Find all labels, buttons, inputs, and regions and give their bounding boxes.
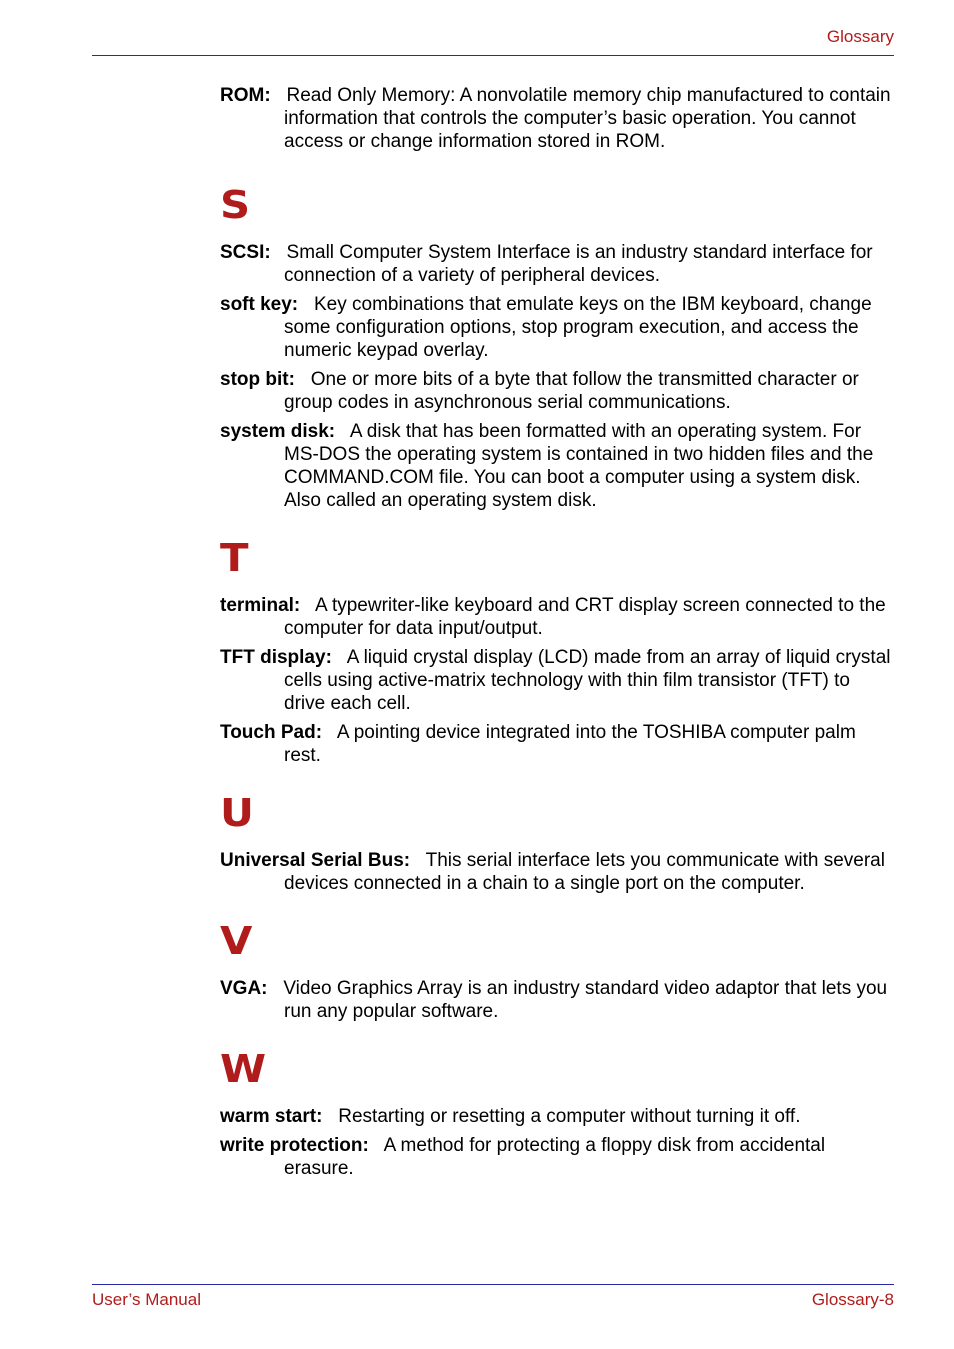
glossary-content — [220, 84, 896, 1186]
entry-term: soft key: — [220, 294, 309, 315]
entry-definition: Restarting or resetting a computer without turning it off. — [338, 1106, 801, 1127]
entry-definition: Small Computer System Interface is an industry standard interface for connection of a variety of peripheral devices. — [284, 242, 873, 286]
glossary-entry-scsi — [220, 241, 896, 287]
entry-term: warm start: — [220, 1106, 333, 1127]
entry-term: TFT display: — [220, 647, 343, 668]
entry-term: stop bit: — [220, 369, 306, 390]
glossary-entry-system-disk — [220, 420, 896, 512]
entry-term: Universal Serial Bus: — [220, 850, 421, 871]
entry-definition: One or more bits of a byte that follow the transmitted character or group codes in asynchronous serial communications. — [284, 369, 859, 413]
entry-definition: Video Graphics Array is an industry standard video adaptor that lets you run any popular software. — [283, 978, 888, 1022]
glossary-entry-touch-pad — [220, 721, 896, 767]
glossary-entry-soft-key — [220, 293, 896, 362]
entry-term: terminal: — [220, 595, 311, 616]
glossary-entry-terminal — [220, 594, 896, 640]
section-letter-u: U — [220, 791, 254, 835]
section-letter-s: S — [220, 183, 251, 227]
entry-definition: A method for protecting a floppy disk from accidental erasure. — [284, 1135, 826, 1179]
footer-rule — [92, 1284, 894, 1285]
glossary-entry-usb — [220, 849, 896, 895]
glossary-entry-tft-display — [220, 646, 896, 715]
footer-manual-title: User’s Manual — [92, 1290, 201, 1309]
glossary-entry-warm-start — [220, 1105, 896, 1128]
entry-term: VGA: — [220, 978, 279, 999]
glossary-entry-stop-bit — [220, 368, 896, 414]
glossary-entry-rom — [220, 84, 896, 153]
entry-term: write protection: — [220, 1135, 380, 1156]
entry-term: Touch Pad: — [220, 722, 333, 743]
entry-definition: Key combinations that emulate keys on the IBM keyboard, change some configuration options, stop program execution, and access the numeric keypad overlay. — [284, 294, 872, 361]
entry-term: system disk: — [220, 421, 346, 442]
entry-term: SCSI: — [220, 242, 282, 263]
header-rule — [92, 55, 894, 56]
entry-definition: A liquid crystal display (LCD) made from an array of liquid crystal cells using active-matrix technology with thin film transistor (TFT) to drive each cell. — [284, 647, 891, 714]
section-letter-t: T — [220, 536, 249, 580]
entry-definition: A pointing device integrated into the TOSHIBA computer palm rest. — [284, 722, 856, 766]
entry-definition: This serial interface lets you communicate with several devices connected in a chain to a single port on the computer. — [284, 850, 885, 894]
section-letter-v: V — [220, 919, 253, 963]
glossary-entry-vga — [220, 977, 896, 1023]
page-header-title: Glossary — [826, 27, 894, 46]
glossary-entry-write-protection — [220, 1134, 896, 1180]
footer-page-number: Glossary-8 — [811, 1290, 894, 1309]
entry-definition: A typewriter-like keyboard and CRT display screen connected to the computer for data input/output. — [284, 595, 886, 639]
entry-term: ROM: — [220, 85, 282, 106]
section-letter-w: W — [220, 1047, 267, 1091]
entry-definition: Read Only Memory: A nonvolatile memory chip manufactured to contain information that controls the computer’s basic operation. You cannot access or change information stored in ROM. — [284, 85, 891, 152]
entry-definition: A disk that has been formatted with an operating system. For MS-DOS the operating system is contained in two hidden files and the COMMAND.COM file. You can boot a computer using a system disk. Also called an operating system disk. — [284, 421, 874, 511]
